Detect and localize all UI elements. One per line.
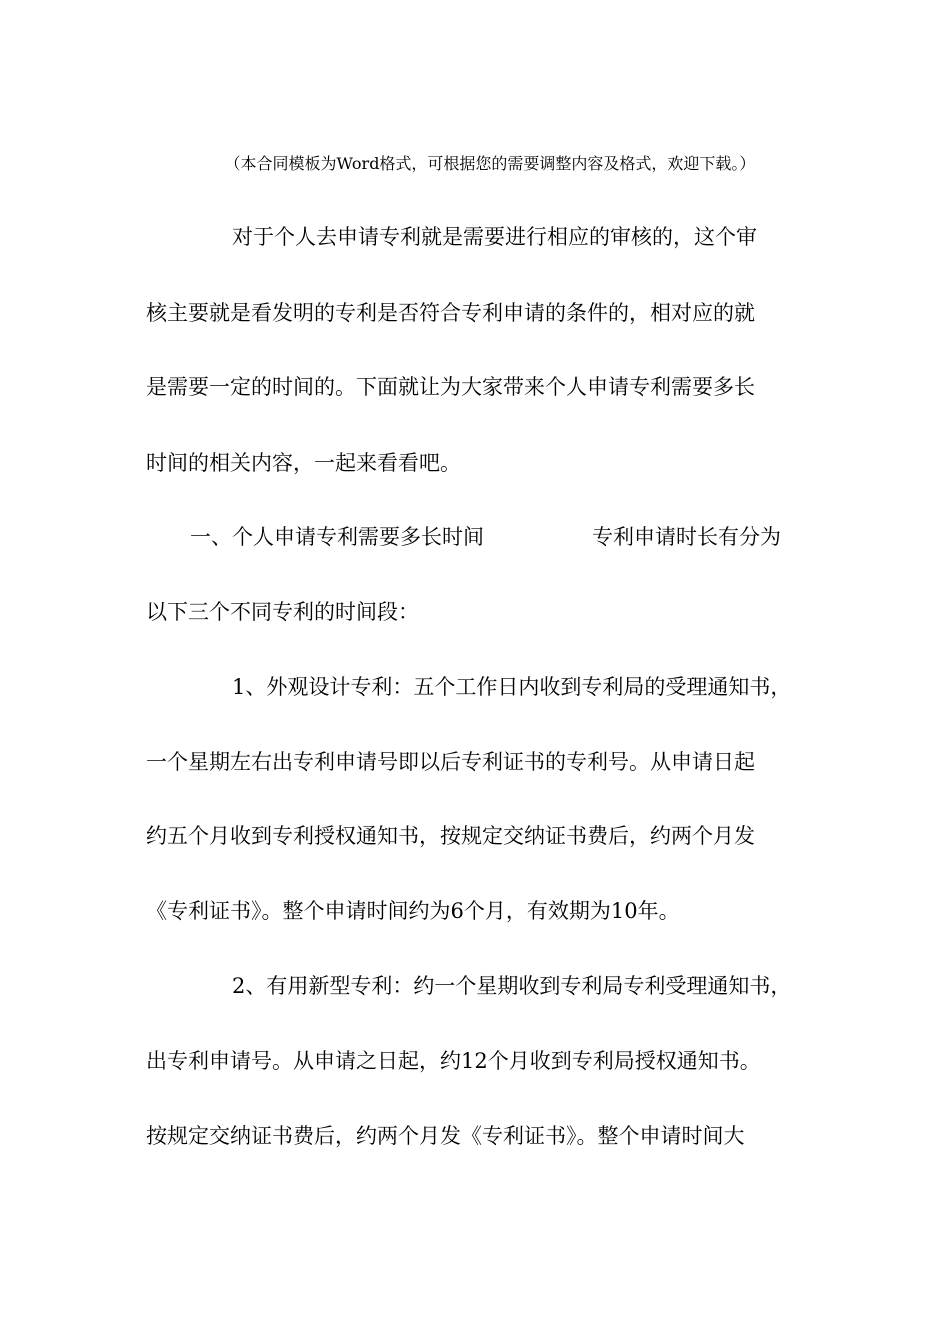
section-heading: 一、个人申请专利需要多长时间 [190, 525, 484, 549]
item2-line-3: 按规定交纳证书费后，约两个月发《专利证书》。整个申请时间大 [146, 1124, 745, 1148]
intro-line-2: 核主要就是看发明的专利是否符合专利申请的条件的，相对应的就 [146, 301, 755, 325]
item1-line-1: 1、外观设计专利：五个工作日内收到专利局的受理通知书， [232, 675, 792, 699]
intro-line-4: 时间的相关内容，一起来看看吧。 [146, 451, 461, 475]
template-note: （本合同模板为Word格式，可根据您的需要调整内容及格式，欢迎下载。） [224, 154, 756, 173]
item1-line-4: 《专利证书》。整个申请时间约为6个月，有效期为10年。 [146, 899, 680, 923]
item2-line-2: 出专利申请号。从申请之日起，约12个月收到专利局授权通知书。 [146, 1049, 761, 1073]
section-continuation: 以下三个不同专利的时间段： [146, 600, 419, 624]
item2-line-1: 2、有用新型专利：约一个星期收到专利局专利受理通知书， [232, 974, 792, 998]
item1-line-2: 一个星期左右出专利申请号即以后专利证书的专利号。从申请日起 [146, 750, 755, 774]
item1-line-3: 约五个月收到专利授权通知书，按规定交纳证书费后，约两个月发 [146, 824, 755, 848]
intro-line-1: 对于个人去申请专利就是需要进行相应的审核的，这个审 [232, 225, 757, 249]
intro-line-3: 是需要一定的时间的。下面就让为大家带来个人申请专利需要多长 [146, 375, 755, 399]
section-heading-tail: 专利申请时长有分为 [592, 525, 781, 549]
